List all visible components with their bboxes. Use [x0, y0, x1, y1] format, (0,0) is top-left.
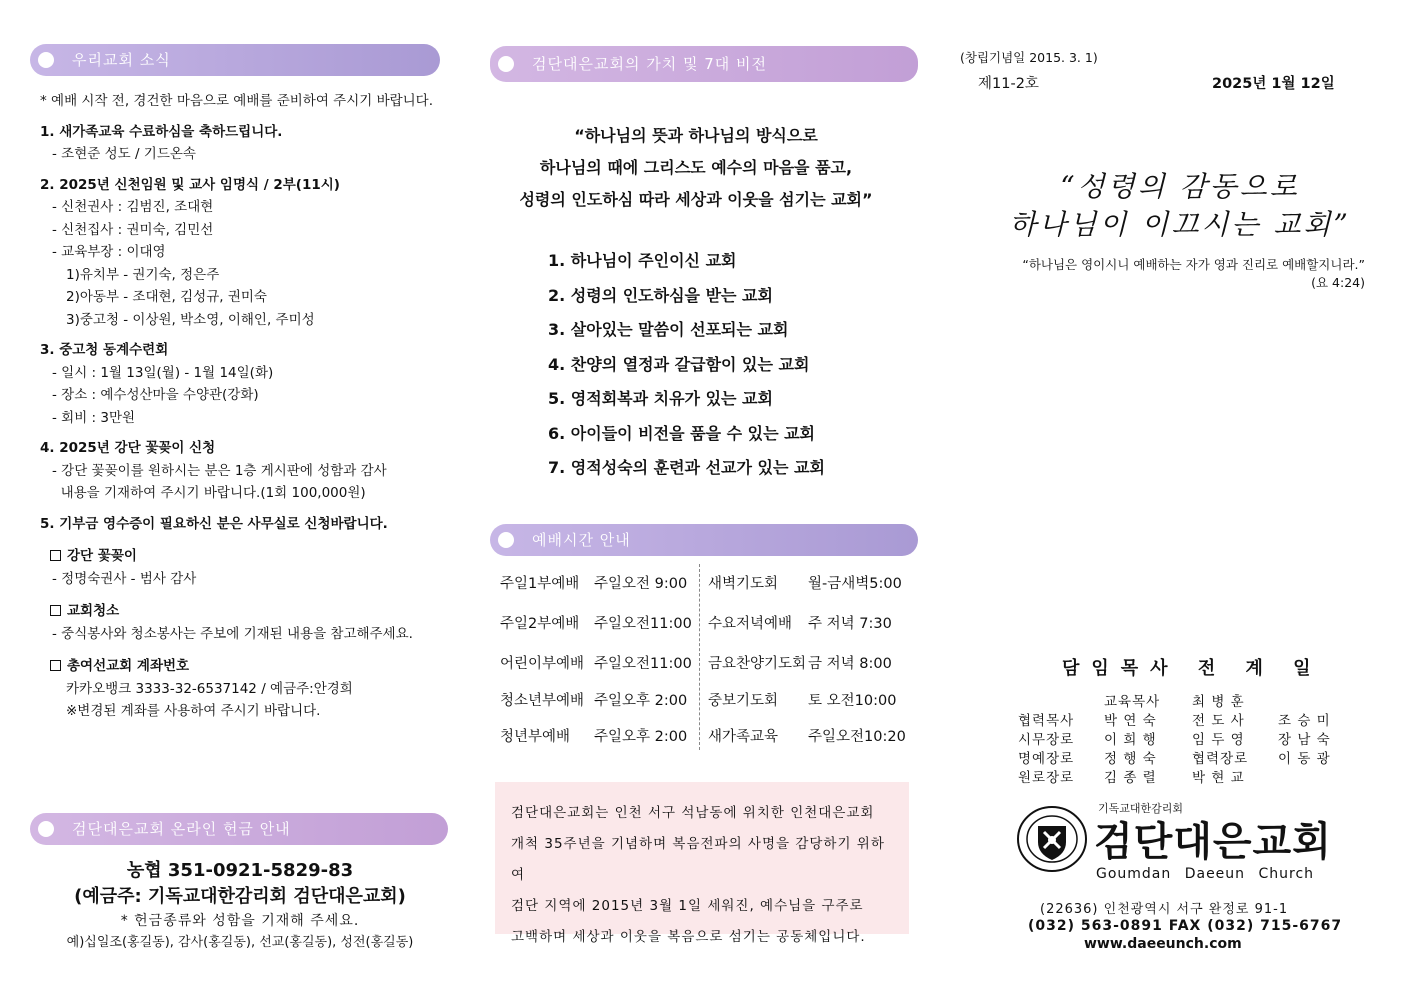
vision-item: 6. 아이들이 비전을 품을 수 있는 교회	[548, 423, 816, 443]
news-line: 카카오뱅크 3333-32-6537142 / 예금주:안경희	[66, 680, 353, 697]
service-time: 토 오전10:00	[808, 693, 897, 709]
news-item-head: 4. 2025년 강단 꽃꽂이 신청	[40, 440, 216, 456]
quote-line: “하나님의 뜻과 하나님의 방식으로	[574, 126, 818, 145]
checkbox-square-icon	[50, 660, 61, 671]
service-time: 주일오전10:20	[808, 729, 906, 745]
church-intro	[495, 782, 909, 945]
news-item-head: 5. 기부금 영수증이 필요하신 분은 사무실로 신청바랍니다.	[40, 515, 388, 532]
church-name-korean: 검단대은교회	[1094, 819, 1332, 865]
vision-quote	[492, 120, 900, 216]
service-name: 어린이부예배	[500, 656, 585, 672]
news-item-head: 2. 2025년 신천임원 및 교사 임명식 / 2부(11시)	[40, 176, 340, 193]
news-item-head: 1. 새가족교육 수료하심을 축하드립니다.	[40, 123, 283, 140]
theme-title	[1000, 168, 1360, 244]
offering-example: 예)십일조(홍길동), 감사(홍길동), 선교(홍길동), 성전(홍길동)	[66, 935, 414, 950]
box-head: 총여선교회 계좌번호	[67, 658, 190, 674]
staff-person: 정 행 숙	[1104, 751, 1157, 767]
staff-person: 김 종 렬	[1104, 770, 1157, 786]
vision-item: 5. 영적회복과 치유가 있는 교회	[548, 389, 773, 408]
vision-list	[548, 244, 825, 486]
worship-header	[490, 524, 918, 556]
intro-line: 고백하며 세상과 이웃을 복음으로 섬기는 공동체입니다.	[511, 929, 866, 945]
theme-line: “성령의 감동으로	[1060, 170, 1300, 203]
vision-item: 4. 찬양의 열정과 갈급함이 있는 교회	[548, 354, 810, 374]
staff-person: 이 동 광	[1278, 751, 1331, 767]
denomination: 기독교대한감리회	[1098, 802, 1184, 815]
staff-person: 박 연 숙	[1104, 713, 1157, 729]
staff-role: 협력장로	[1192, 751, 1249, 767]
account-number: 농협 351-0921-5829-83	[126, 860, 354, 881]
news-line: - 신천권사 : 김범진, 조대현	[52, 199, 214, 215]
quote-line: 하나님의 때에 그리스도 예수의 마음을 품고,	[539, 158, 853, 177]
news-line: - 일시 : 1월 13일(월) - 1월 14일(화)	[52, 364, 274, 381]
news-line: - 교육부장 : 이대영	[52, 244, 166, 260]
service-name: 중보기도회	[708, 693, 779, 709]
table-row	[496, 572, 916, 596]
offering-note: * 헌금종류와 성함을 기재해 주세요.	[120, 913, 360, 929]
church-website[interactable]: www.daeeunch.com	[1084, 936, 1242, 952]
service-time: 월-금새벽5:00	[808, 576, 902, 592]
senior-pastor: 담임목사 전 계 일	[1062, 658, 1323, 679]
online-header	[30, 813, 448, 845]
verse-reference: (요 4:24)	[1311, 275, 1365, 290]
news-item-2	[40, 174, 440, 332]
table-row	[496, 652, 916, 676]
news-line: - 회비 : 3만원	[52, 409, 136, 426]
news-line: - 정명숙권사 - 범사 감사	[52, 570, 197, 587]
news-line: - 조현준 성도 / 기드온속	[52, 146, 196, 162]
staff-person: 이 희 행	[1104, 732, 1157, 748]
vision-title: 검단대은교회의 가치 및 7대 비전	[532, 55, 767, 73]
checkbox-square-icon	[50, 605, 61, 616]
news-item-3	[40, 339, 440, 429]
staff-role: 시무장로	[1018, 732, 1075, 748]
bullet-dot-icon	[498, 532, 514, 548]
service-name: 새가족교육	[708, 729, 779, 745]
service-name: 수요저녁예배	[708, 616, 793, 632]
news-subline: 2)아동부 - 조대현, 김성규, 권미숙	[66, 289, 267, 305]
staff-person: 장 남 숙	[1278, 732, 1331, 748]
vision-item: 1. 하나님이 주인이신 교회	[548, 251, 737, 270]
service-time: 주일오후 2:00	[594, 729, 688, 745]
box-head: 강단 꽃꽂이	[67, 548, 137, 564]
service-name: 금요찬양기도회	[708, 656, 807, 672]
founded-date: (창립기념일 2015. 3. 1)	[960, 50, 1098, 65]
service-time: 금 저녁 8:00	[808, 656, 892, 672]
quote-line: 성령의 인도하심 따라 세상과 이웃을 섬기는 교회”	[519, 190, 873, 209]
methodist-emblem-icon	[1014, 804, 1094, 874]
news-line: - 장소 : 예수성산마을 수양관(강화)	[52, 387, 259, 403]
online-offering	[30, 858, 450, 954]
staff-role: 원로장로	[1018, 770, 1075, 786]
intro-line: 검단 지역에 2015년 3월 1일 세워진, 예수님을 구주로	[511, 898, 864, 914]
service-name: 청년부예배	[500, 729, 571, 745]
church-address: (22636) 인천광역시 서구 완정로 91-1	[1040, 902, 1289, 917]
church-phone: (032) 563-0891 FAX (032) 715-6767	[1028, 918, 1343, 934]
news-line: ※변경된 계좌를 사용하여 주시기 바랍니다.	[66, 703, 321, 719]
news-intro: * 예배 시작 전, 경건한 마음으로 예배를 준비하여 주시기 바랍니다.	[40, 93, 434, 109]
vision-item: 3. 살아있는 말씀이 선포되는 교회	[548, 320, 789, 339]
worship-table	[496, 562, 916, 752]
service-time: 주일오후 2:00	[594, 693, 688, 709]
service-time: 주일오전11:00	[594, 656, 692, 672]
service-time: 주일오전 9:00	[594, 576, 688, 592]
vision-item: 2. 성령의 인도하심을 받는 교회	[548, 285, 773, 305]
vision-header	[490, 46, 918, 82]
staff-list	[1018, 690, 1378, 786]
staff-role: 전 도 사	[1192, 713, 1245, 729]
service-name: 주일2부예배	[500, 616, 580, 632]
staff-person: 최 병 훈	[1192, 694, 1245, 710]
news-item-head: 3. 중고청 동계수련회	[40, 342, 169, 358]
theme-line: 하나님이 이끄시는 교회”	[1009, 208, 1351, 241]
staff-role: 협력목사	[1018, 713, 1075, 729]
online-title: 검단대은교회 온라인 헌금 안내	[72, 820, 291, 838]
news-item-1	[40, 121, 440, 166]
box-account	[40, 655, 440, 678]
worship-title: 예배시간 안내	[532, 531, 631, 549]
box-head: 교회청소	[67, 603, 120, 619]
staff-person: 박 현 교	[1192, 770, 1245, 786]
issue-number: 제11-2호	[978, 76, 1039, 92]
table-row	[496, 612, 916, 636]
account-holder: (예금주: 기독교대한감리회 검단대은교회)	[74, 886, 406, 907]
news-line: 내용을 기재하여 주시기 바랍니다.(1회 100,000원)	[52, 485, 366, 501]
table-row	[496, 689, 916, 713]
service-time: 주일오전11:00	[594, 616, 692, 632]
service-name: 주일1부예배	[500, 576, 580, 592]
news-item-5	[40, 513, 440, 536]
staff-person: 조 승 미	[1278, 713, 1331, 729]
theme-verse	[960, 256, 1365, 292]
service-name: 새벽기도회	[708, 576, 779, 592]
intro-line: 검단대은교회는 인천 서구 석남동에 위치한 인천대은교회	[511, 805, 875, 821]
service-time: 주 저녁 7:30	[808, 616, 892, 632]
news-item-4	[40, 437, 440, 505]
table-row	[496, 725, 916, 749]
intro-line: 개척 35주년을 기념하며 복음전파의 사명을 감당하기 위하여	[511, 836, 885, 883]
checkbox-square-icon	[50, 550, 61, 561]
bulletin-date: 2025년 1월 12일	[1212, 76, 1335, 92]
news-subline: 1)유치부 - 권기숙, 정은주	[66, 266, 220, 283]
news-line: - 중식봉사와 청소봉사는 주보에 기재된 내용을 참고해주세요.	[52, 625, 413, 642]
news-header	[30, 44, 440, 76]
staff-role: 교육목사	[1104, 694, 1161, 710]
news-line: - 강단 꽃꽂이를 원하시는 분은 1층 게시판에 성함과 감사	[52, 462, 387, 479]
service-name: 청소년부예배	[500, 693, 585, 709]
news-line: - 신천집사 : 권미숙, 김민선	[52, 221, 214, 238]
bullet-dot-icon	[498, 56, 514, 72]
news-section	[40, 90, 440, 723]
staff-person: 임 두 영	[1192, 732, 1245, 748]
bullet-dot-icon	[38, 821, 54, 837]
box-flowers	[40, 545, 440, 568]
news-title: 우리교회 소식	[72, 51, 171, 69]
staff-role: 명예장로	[1018, 751, 1075, 767]
verse-text: “하나님은 영이시니 예배하는 자가 영과 진리로 예배할지니라.”	[1022, 257, 1365, 272]
vision-item: 7. 영적성숙의 훈련과 선교가 있는 교회	[548, 458, 825, 477]
bullet-dot-icon	[38, 52, 54, 68]
news-subline: 3)중고청 - 이상원, 박소영, 이해인, 주미성	[66, 311, 315, 328]
box-cleaning	[40, 600, 440, 623]
church-name-english: Goumdan Daeeun Church	[1096, 866, 1315, 882]
